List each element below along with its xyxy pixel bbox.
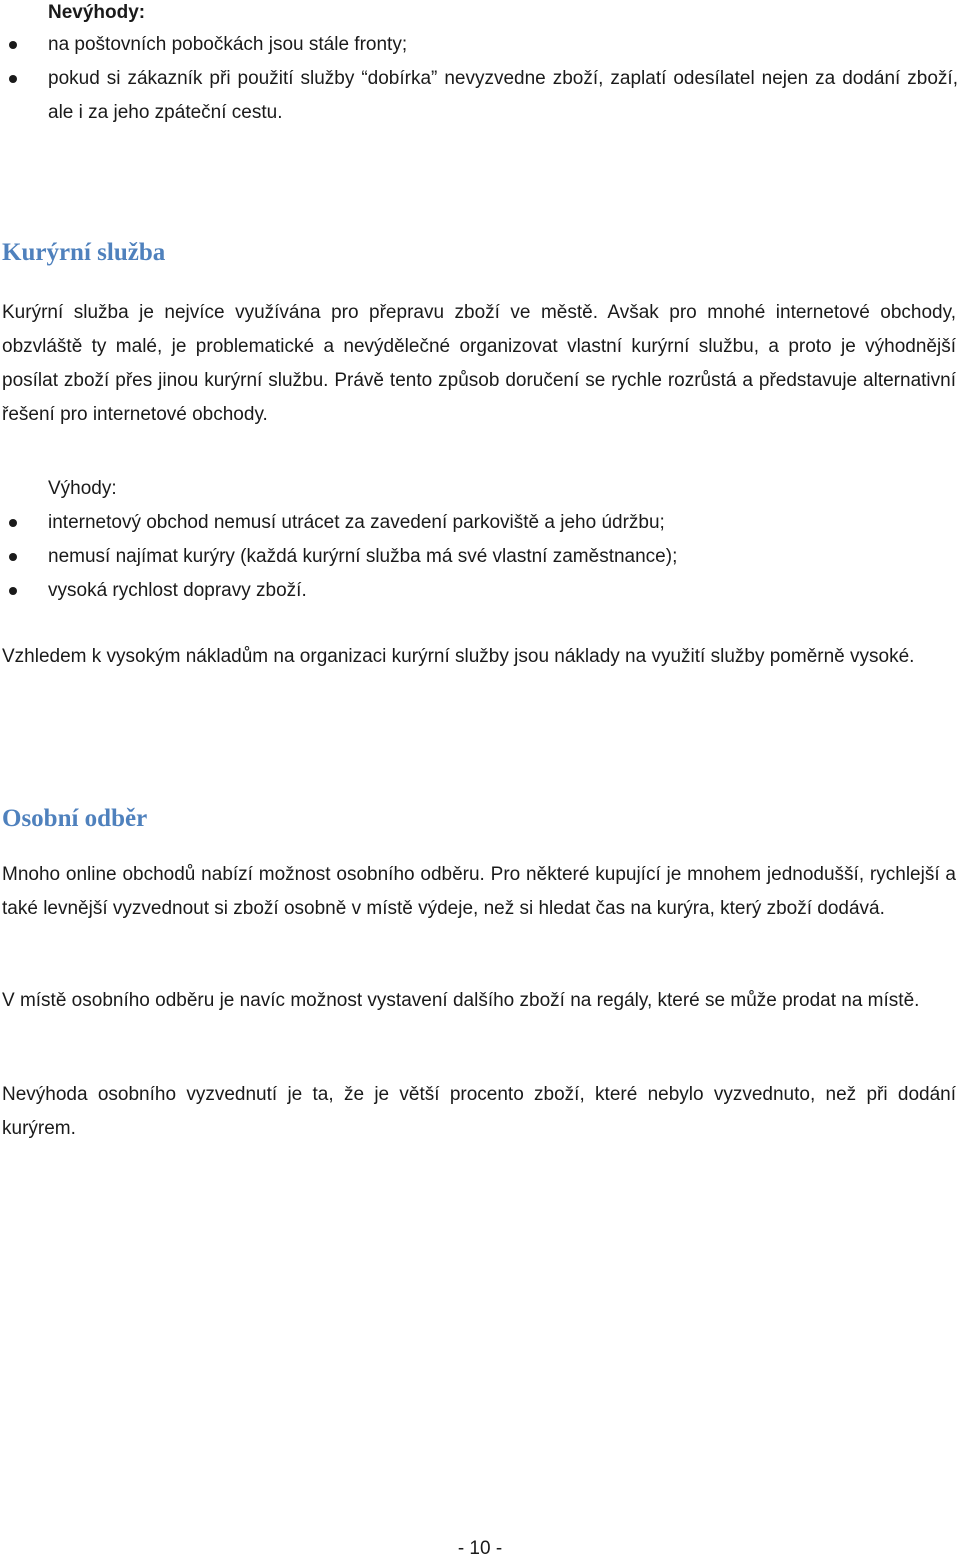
pickup-paragraph: Nevýhoda osobního vyzvednutí je ta, že je větší procento zboží, které nebylo vyzvednuto, než při dodání kurýrem. [2,1084,956,1139]
bullet-icon [9,553,17,561]
list-item [0,540,958,574]
list-item-text: na poštovních pobočkách jsou stále fronty; [48,34,408,55]
courier-paragraph: Kurýrní služba je nejvíce využívána pro přepravu zboží ve městě. Avšak pro mnohé internetové obchody, obzvláště ty malé, je problematické a nevýdělečné organizovat vlastní kurýrní službu, a proto je výhodnější posílat zboží přes jinou kurýrní službu. Právě tento způsob doručení se rychle rozrůstá a představuje alternativní řešení pro internetové obchody. [2,302,956,425]
list-item-text: pokud si zákazník při použití služby “dobírka” nevyzvedne zboží, zaplatí odesílatel nejen za dodání zboží, ale i za jeho zpáteční cestu. [48,68,958,123]
list-item [0,28,958,62]
disadvantages-list [0,28,958,130]
section-heading-pickup: Osobní odběr [2,805,148,832]
page-number: - 10 - [457,1538,503,1559]
advantages-list [0,506,958,608]
list-item-text: vysoká rychlost dopravy zboží. [48,580,307,601]
bullet-icon [9,41,17,49]
disadvantages-label: Nevýhody: [48,2,146,23]
courier-closing-paragraph: Vzhledem k vysokým nákladům na organizaci kurýrní služby jsou náklady na využití služby poměrně vysoké. [2,646,915,667]
list-item-text: nemusí najímat kurýry (každá kurýrní služba má své vlastní zaměstnance); [48,546,678,567]
advantages-label: Výhody: [48,478,117,499]
list-item [0,574,958,608]
bullet-icon [9,75,17,83]
bullet-icon [9,587,17,595]
pickup-paragraph: V místě osobního odběru je navíc možnost vystavení dalšího zboží na regály, které se může prodat na místě. [2,990,920,1011]
list-item [0,62,958,130]
list-item-text: internetový obchod nemusí utrácet za zavedení parkoviště a jeho údržbu; [48,512,665,533]
list-item [0,506,958,540]
section-heading-courier: Kurýrní služba [2,239,166,266]
pickup-paragraph: Mnoho online obchodů nabízí možnost osobního odběru. Pro některé kupující je mnohem jednodušší, rychlejší a také levnější vyzvednout si zboží osobně v místě výdeje, než si hledat čas na kurýra, který zboží dodává. [2,864,956,919]
bullet-icon [9,519,17,527]
